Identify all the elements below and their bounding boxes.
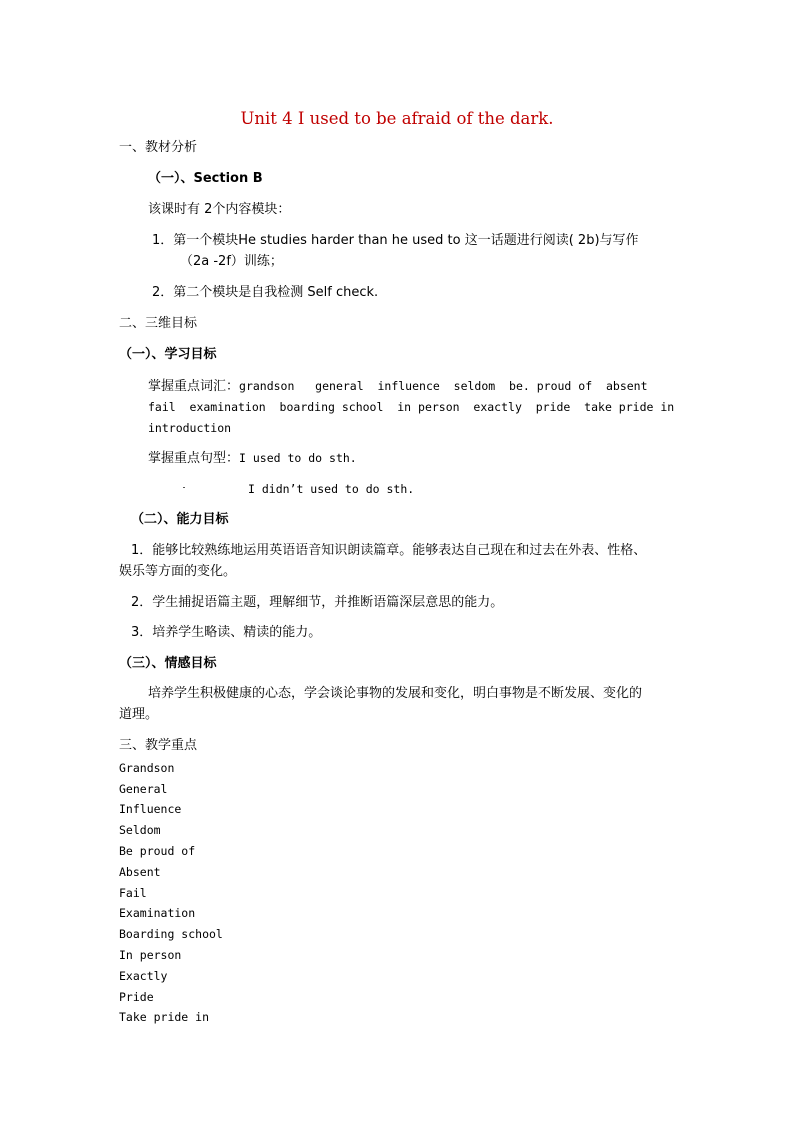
key-word: Influence [119, 802, 182, 816]
ability-2: 2．学生捕捉语篇主题，理解细节，并推断语篇深层意思的能力。 [131, 595, 504, 610]
vocab-words-1: grandson general influence seldom be. proud of absent [239, 379, 648, 393]
pattern-1: I used to do sth. [239, 451, 357, 465]
section-1-intro: 该课时有 2个内容模块： [148, 202, 291, 217]
emotion-line-2: 道理。 [119, 707, 159, 722]
pattern-label: 掌握重点句型： [148, 451, 240, 466]
stray-dot [183, 487, 185, 488]
module-2-line: 2．第二个模块是自我检测 Self check. [152, 285, 379, 300]
emotion-line-1: 培养学生积极健康的心态，学会谈论事物的发展和变化，明白事物是不断发展、变化的 [148, 686, 643, 701]
vocab-line-1 [148, 378, 648, 395]
ability-1-line-1: 1．能够比较熟练地运用英语语音知识朗读篇章。能够表达自己现在和过去在外表、性格、 [131, 543, 647, 558]
key-word: Seldom [119, 823, 161, 837]
vocab-line-2: fail examination boarding school in person exactly pride take pride in [148, 400, 675, 414]
module-1-line-1: 1．第一个模块He studies harder than he used to 这一话题进行阅读( 2b)与写作 [152, 233, 639, 248]
pattern-2: I didn’t used to do sth. [248, 482, 415, 496]
vocab-label: 掌握重点词汇： [148, 379, 240, 394]
module-1-line-2: （2a -2f）训练； [180, 254, 283, 269]
key-word: Be proud of [119, 844, 196, 858]
key-word: General [119, 782, 168, 796]
key-word: Pride [119, 990, 154, 1004]
pattern-line-1 [148, 450, 357, 467]
ability-3: 3．培养学生略读、精读的能力。 [131, 625, 322, 640]
section-2-heading: 二、三维目标 [119, 316, 198, 331]
section-1-heading: 一、教材分析 [119, 140, 198, 155]
key-word: Examination [119, 906, 196, 920]
section-1-subheading: （一）、Section B [148, 171, 263, 186]
section-3-heading: 三、教学重点 [119, 738, 198, 753]
vocab-line-3: introduction [148, 421, 232, 435]
key-word: Exactly [119, 969, 168, 983]
emotion-goals-heading: （三）、情感目标 [119, 656, 217, 671]
key-word: Take pride in [119, 1010, 210, 1024]
key-word: Boarding school [119, 927, 223, 941]
ability-1-line-2: 娱乐等方面的变化。 [119, 564, 237, 579]
ability-goals-heading: （二）、能力目标 [131, 512, 229, 527]
document-title: Unit 4 I used to be afraid of the dark. [240, 109, 554, 128]
key-word: Fail [119, 886, 147, 900]
key-word: Grandson [119, 761, 175, 775]
key-word: Absent [119, 865, 161, 879]
key-word: In person [119, 948, 182, 962]
learning-goals-heading: （一）、学习目标 [119, 347, 217, 362]
